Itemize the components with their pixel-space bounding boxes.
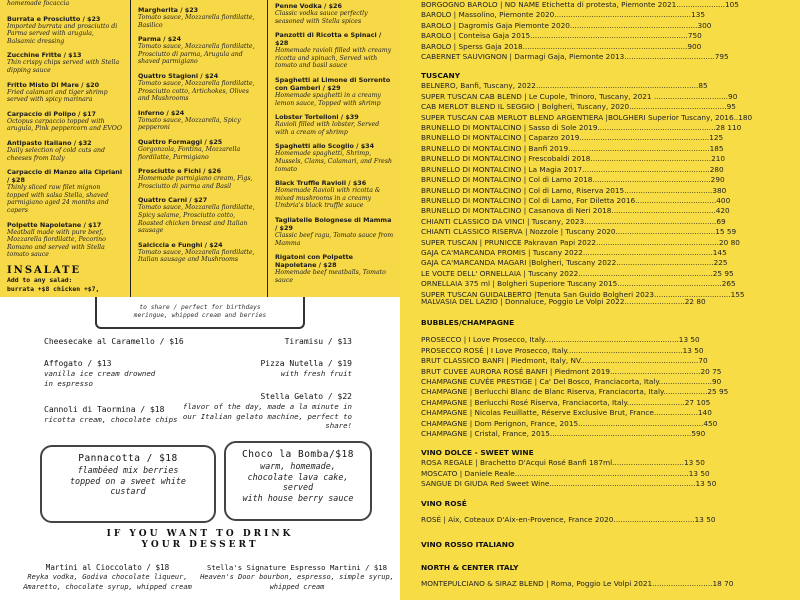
pizza-item-name: Quattro Carni / $27 <box>138 196 208 205</box>
affogato-desc: in espresso <box>44 378 93 388</box>
wine-list-bottom <box>421 297 779 590</box>
wine-line: BAROLO | Sperss Gaja 2018.......................................................................900 <box>421 41 702 51</box>
pasta-item-name: Lobster Tortelloni / $39 <box>275 113 359 122</box>
pizza-item <box>138 72 261 103</box>
frame-caption-line: to share / perfect for birthdays <box>139 304 261 311</box>
wine-line: BRUNELLO DI MONTALCINO | Frescobaldi 2018....................................................210 <box>421 154 725 164</box>
wine-line: SUPER TUSCAN CAB BLEND | Le Cupole, Trinoro, Tuscany, 2021 ................................90 <box>421 91 738 101</box>
pizza-item <box>138 167 261 190</box>
pizza-item-name: Prosciutto e Fichi / $26 <box>138 167 222 176</box>
wine-line: CHAMPAGNE | Berlucchi Blanc de Blanc Riserva, Franciacorta, Italy...................25 95 <box>421 387 729 397</box>
antipasto-item <box>7 81 124 104</box>
pizza-item-name: Parma / $24 <box>138 35 182 44</box>
rosso-heading: VINO ROSSO ITALIANO <box>421 540 515 550</box>
pizza-item <box>138 241 261 264</box>
pizza-item <box>138 196 261 234</box>
gelato-item <box>182 392 352 431</box>
wine-list-panel <box>400 0 800 600</box>
pizza-item-desc: Tomato sauce, Mozzarella fiordilatte, Spicy salame, Prosciutto cotto, Roasted chicken breast and Italian sausage <box>138 204 255 235</box>
wine-line: MALVASIA DEL LAZIO | Donnaluce, Poggio Le Volpi 2022..........................22 80 <box>421 297 706 306</box>
wine-line: CAB MERLOT BLEND IL SEGGIO | Bolgheri, Tuscany, 2020..........................................95 <box>421 102 736 112</box>
antipasto-item-name: Carpaccio di Polipo / $17 <box>7 109 96 118</box>
choco-bomba-title: Choco la Bomba/$18 <box>242 449 354 460</box>
pasta-item-desc: Homemade ravioli filled with creamy ricotta and spinach, Served with tomato and basil sauce <box>275 47 392 70</box>
tuscany-heading: TUSCANY <box>421 71 461 81</box>
antipasto-item-desc: Meatball made with pure beef, Mozzarella fiordilatte, Pecorino Romano and served with Stella tomato sauce <box>7 228 106 259</box>
wine-line: CHAMPAGNE | Cristal, France, 2015.............................................................590 <box>421 429 706 439</box>
pizza-item-desc: Homemade parmigiano cream, Figs, Prosciutto di parma and Basil <box>138 175 253 190</box>
wine-list-top <box>421 0 779 299</box>
antipasto-item-desc: Octopus carpaccio topped with arugula, Pink peppercorn and EVOO <box>7 117 122 133</box>
wine-line: MONTEPULCIANO & SIRAZ BLEND | Roma, Poggio Le Volpi 2021..........................18 70 <box>421 579 734 589</box>
insalate-addons: burrata +$8 chicken +$7, <box>7 284 100 293</box>
pannacotta-desc: flambéed mix berries <box>77 465 179 475</box>
wine-line: SUPER TUSCAN CAB MERLOT BLEND ARGENTIERA |BOLGHERI Superior Tuscany, 2016..180 <box>421 112 753 122</box>
martini-cioccolato-item <box>20 563 195 592</box>
pasta-item-name: Tagliatelle Bolognese di Mamma / $29 <box>275 215 392 232</box>
pasta-item-name: Rigatoni con Polpette Napoletane / $28 <box>275 253 353 270</box>
affogato-name: Affogato / $13 <box>44 359 112 368</box>
pasta-item-desc: Ravioli filled with lobster, Served with a cream of shrimp <box>275 121 380 136</box>
choco-bomba-desc: chocolate lava cake, served <box>247 471 349 492</box>
north-heading: NORTH & CENTER ITALY <box>421 563 519 573</box>
wine-line: PROSECCO ROSÉ | I Love Prosecco, Italy..................................................13 50 <box>421 345 704 355</box>
wine-line: BAROLO | Dagromis Gaja Piemonte 2020.......................................................300 <box>421 20 712 30</box>
espresso-martini-item <box>198 563 396 592</box>
cannoli-name: Cannoli di Taormina / $18 <box>44 405 165 414</box>
pasta-item-desc: Homemade Ravioli with ricotta & mixed mushrooms in a creamy Umbria's black truffle sauce <box>275 187 381 210</box>
gelato-desc: flavor of the day, made a la minute in <box>182 402 352 411</box>
frame-caption <box>100 304 300 320</box>
frame-caption-line: meringue, whipped cream and berries <box>133 312 267 319</box>
pizza-item-desc: Tomato sauce, Mozzarella fiordilatte, Basilico <box>138 14 255 29</box>
pizza-item-name: Margherita / $23 <box>138 6 199 14</box>
pizza-item-desc: Tomato sauce, Mozzarella fiordilatte, Italian sausage and Mushrooms <box>138 248 255 264</box>
pannacotta-desc: topped on a sweet white <box>70 475 186 486</box>
wine-line: BRUNELLO DI MONTALCINO | Banfi 2019.............................................................185 <box>421 143 724 153</box>
food-menu-panel <box>0 0 400 297</box>
pasta-item-name: Penne Vodka / $26 <box>275 2 342 10</box>
pasta-item-desc: Classic vodka sauce perfectly seasoned with Stella spices <box>275 10 368 25</box>
rose-heading: VINO ROSÉ <box>421 498 467 508</box>
wine-line: CHAMPAGNE | Nicolas Feuillatte, Réserve Exclusive Brut, France...................140 <box>421 408 712 418</box>
pannacotta-desc: custard <box>110 486 146 496</box>
pizza-item <box>138 109 261 132</box>
affogato-item <box>44 359 155 388</box>
insalate-heading: INSALATE <box>7 264 82 276</box>
wine-line: BRUNELLO DI MONTALCINO | Sasso di Sole 2019...................................................28 110 <box>421 123 742 133</box>
wine-line: ROSÉ | Aix, Coteaux D'Aix-en-Provence, France 2020...................................13 50 <box>421 514 716 524</box>
antipasti-column <box>0 0 130 297</box>
dolce-heading: VINO DOLCE - SWEET WINE <box>421 448 534 458</box>
pasta-item-desc: Homemade spaghetti, Shrimp, Mussels, Clams, Calamari, and Fresh tomato <box>275 150 392 173</box>
antipasto-item-desc: Daily selection of cold cuts and cheeses from Italy <box>7 146 105 162</box>
pasta-item <box>275 179 394 210</box>
pizza-item-desc: Gorgonzola, Fontina, Mozzarella fiordilatte, Parmigiano <box>138 145 241 161</box>
bubbles-heading: BUBBLES/CHAMPAGNE <box>421 318 515 328</box>
wine-line: CHAMPAGNE | Dom Perignon, France, 2015......................................................450 <box>421 418 718 428</box>
pasta-item-desc: Classic beef ragu, Tomato sauce from Mamma <box>275 231 394 247</box>
gelato-desc: share! <box>325 421 352 430</box>
wine-line: SUPER TUSCAN | PRUNICCE Pakravan Papi 2022.....................................................20 80 <box>421 237 740 247</box>
drink-heading-line: YOUR DESSERT <box>141 540 259 550</box>
tiramisu-item: Tiramisu / $13 <box>284 337 352 346</box>
pizza-item-name: Salciccia e Funghi / $24 <box>138 240 223 249</box>
pizza-nutella-desc: with fresh fruit <box>280 369 352 378</box>
choco-bomba-desc: warm, homemade, <box>260 461 336 471</box>
pannacotta-box <box>40 445 216 523</box>
wine-line: BORGOGNO BAROLO | NO NAME Etichetta di protesta, Piemonte 2021.....................105 <box>421 0 739 9</box>
cannoli-item <box>44 405 178 425</box>
espresso-martini-desc: whipped cream <box>269 582 325 591</box>
wine-line: BRUT CUVEE AURORA ROSÉ BANFI | Piedmont 2019.......................................20 75 <box>421 366 722 376</box>
wine-line: BRUNELLO DI MONTALCINO | Col di Lamo, Riserva 2015......................................380 <box>421 185 727 195</box>
pasta-item <box>275 76 394 107</box>
wine-line: MOSCATO | Daniele Reale...........................................................................13 50 <box>421 468 710 478</box>
wine-line: BELNERO, Banfi, Tuscany, 2022......................................................................85 <box>421 81 708 91</box>
affogato-desc: vanilla ice cream drowned <box>44 369 156 378</box>
pizza-item-name: Quattro Formaggi / $25 <box>138 137 223 146</box>
wine-line: BRUNELLO DI MONTALCINO | Caparzo 2019........................................................125 <box>421 133 724 143</box>
wine-line: BRUNELLO DI MONTALCINO | La Magia 2017.......................................................280 <box>421 164 724 174</box>
pizza-item-name: Inferno / $24 <box>138 108 185 117</box>
wine-line: CHAMPAGNE CUVÉE PRESTIGE | Ca' Del Bosco, Franciacorta, Italy.......................90 <box>421 377 722 387</box>
pizza-item <box>138 35 261 66</box>
wine-line: ORNELLAIA 375 ml | Bolgheri Superiore Tuscany 2015.............................................265 <box>421 279 736 289</box>
wine-line: BRUNELLO DI MONTALCINO | Casanova di Neri 2018.............................................420 <box>421 206 730 216</box>
pasta-column <box>268 0 400 297</box>
pasta-item-desc: Homemade spaghetti in a creamy lemon sauce, Topped with shrimp <box>275 91 381 107</box>
pizza-nutella-name: Pizza Nutella / $19 <box>260 359 352 368</box>
pizza-nutella-item <box>260 359 352 379</box>
antipasto-item-desc: Fried calamari and tiger shrimp served with spicy marinara <box>7 88 108 104</box>
antipasto-item-name: Fritto Misto Di Mare / $20 <box>7 80 100 89</box>
martini-desc: Amaretto, chocolate syrup, whipped cream <box>23 582 192 591</box>
antipasto-item <box>7 51 124 74</box>
pasta-item <box>275 2 394 25</box>
espresso-martini-desc: Heaven's Door bourbon, espresso, simple syrup, <box>200 573 394 581</box>
gelato-name: Stella Gelato / $22 <box>260 392 352 401</box>
antipasto-item-name: Polpette Napoletane / $17 <box>7 220 102 229</box>
partial-description: homemade focaccia <box>7 0 70 7</box>
drink-heading-line: IF YOU WANT TO DRINK <box>106 529 294 539</box>
pasta-item-name: Panzotti di Ricotta e Spinaci / $28 <box>275 31 382 48</box>
pasta-item <box>275 113 394 136</box>
pizza-item-desc: Tomato sauce, Mozzarella fiordilatte, Prosciutto di parma, Arugula and shaved parmigiano <box>138 43 255 66</box>
wine-line: LE VOLTE DELL' ORNELLAIA | Tuscany 2022..........................................................25 95 <box>421 268 734 278</box>
antipasto-item-desc: Thinly sliced raw filet mignon topped with salsa Stella, shaved parmigiano aged 24 months and capers <box>7 184 109 214</box>
antipasto-item <box>7 221 124 259</box>
wine-line: SANGUE DI GIUDA Red Sweet Wine...............................................................13 50 <box>421 479 717 489</box>
martini-desc: Reyka vodka, Godiva chocolate liqueur, <box>27 573 188 581</box>
martini-name: Martini al Cioccolato / $18 <box>45 563 170 572</box>
pizza-item <box>138 6 261 29</box>
pannacotta-title: Pannacotta / $18 <box>78 453 178 464</box>
pizza-item <box>138 138 261 161</box>
pizza-item-name: Quattro Stagioni / $24 <box>138 71 219 80</box>
gelato-desc: our Italian gelato machine, perfect to <box>182 411 352 421</box>
wine-line: CABERNET SAUVIGNON | Darmagi Gaja, Piemonte 2013.......................................795 <box>421 52 729 62</box>
wine-line: BAROLO | Massolino, Piemonte 2020...........................................................135 <box>421 10 706 20</box>
cannoli-desc: ricotta cream, chocolate chips <box>44 415 178 424</box>
antipasto-item <box>7 139 124 162</box>
pasta-item-name: Black Truffle Ravioli / $36 <box>275 179 367 188</box>
antipasto-item-name: Burrata e Prosciutto / $23 <box>7 14 101 23</box>
pasta-item <box>275 253 394 284</box>
wine-line: CHAMPAGNE | Berlucchi Rosé Riserva, Franciacorta, Italy.........................27 105 <box>421 397 711 407</box>
choco-bomba-desc: with house berry sauce <box>242 492 354 503</box>
wine-line: BRUNELLO DI MONTALCINO | Col di Lamo 2018...................................................290 <box>421 175 725 185</box>
wine-line: PROSECCO | I Love Prosecco, Italy..........................................................13 50 <box>421 335 700 345</box>
insalate-note: Add to any salad: <box>7 275 73 284</box>
pasta-item-desc: Homemade beef meatballs, Tomato sauce <box>275 269 386 284</box>
wine-line: BAROLO | Conteisa Gaja 2015....................................................................750 <box>421 31 702 41</box>
wine-line: CHIANTI CLASSICO DA VINCI | Tuscany, 2023.........................................................69 <box>421 216 726 226</box>
espresso-martini-name: Stella's Signature Espresso Martini / $18 <box>206 563 388 572</box>
pasta-item-name: Spaghetti al Limone di Sorrento con Gamberi / $29 <box>275 75 391 92</box>
antipasto-item-desc: Thin crispy chips served with Stella dipping sauce <box>7 59 120 74</box>
antipasto-item-name: Antipasto Italiano / $32 <box>7 138 92 147</box>
choco-bomba-box <box>224 441 372 521</box>
wine-line: BRUNELLO DI MONTALCINO | Col di Lamo, For Diletta 2016...................................400 <box>421 195 731 205</box>
wine-line: GAJA CA'MARCANDA MAGARI |Bolgheri, Tuscany 2022..........................................225 <box>421 258 728 268</box>
wine-line: BRUT CLASSICO BANFI | Piedmont, Italy, NV...................................................70 <box>421 356 708 366</box>
drink-dessert-heading <box>60 529 340 551</box>
antipasto-item <box>7 15 124 46</box>
dessert-panel <box>0 297 400 600</box>
wine-line: CHIANTI CLASSICO RISERVA | Nozzole | Tuscany 2020...........................................15 59 <box>421 227 737 237</box>
wine-line: SUPER TUSCAN GUIDALBERTO |Tenuta San Guido Bolgheri 2023.................................155 <box>421 289 745 299</box>
wine-line: GAJA CA'MARCANDA PROMIS | Tuscany 2022........................................................145 <box>421 247 727 257</box>
antipasto-item-name: Zucchine Fritte / $13 <box>7 51 82 60</box>
pasta-item <box>275 142 394 173</box>
wine-line: ROSA REGALE | Brachetto D'Acqui Rosé Banfi 187ml...............................13 50 <box>421 458 705 468</box>
pasta-item-name: Spaghetti allo Scoglio / $34 <box>275 142 375 151</box>
pasta-item <box>275 31 394 70</box>
cheesecake-item: Cheesecake al Caramello / $16 <box>44 337 184 346</box>
antipasto-item <box>7 168 124 214</box>
antipasto-item-name: Carpaccio di Manzo alla Cipriani / $28 <box>7 168 123 185</box>
pizza-item-desc: Tomato sauce, Mozzarella fiordilatte, Prosciutto cotto, Artichokes, Olives and Mushrooms <box>138 79 255 103</box>
antipasto-item <box>7 110 124 133</box>
antipasto-item-desc: Imported burrata and prosciutto di Parma served with arugula, Balsamic dressing <box>7 22 118 45</box>
pasta-item <box>275 216 394 247</box>
pizza-column <box>130 0 268 297</box>
pizza-item-desc: Tomato sauce, Mozzarella, Spicy pepperoni <box>138 116 241 132</box>
